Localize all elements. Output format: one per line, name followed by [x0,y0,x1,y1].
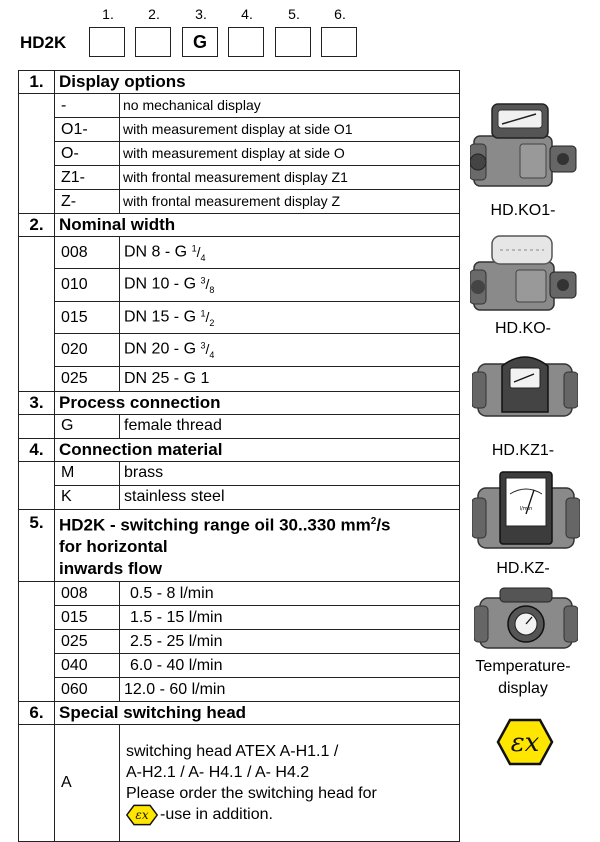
option-description: 2.5 - 25 l/min [120,630,460,654]
product-image-kz [472,468,580,556]
option-description: 1.5 - 15 l/min [120,606,460,630]
option-code: Z1- [55,166,120,190]
option-description: DN 10 - G $^3/_8$ [120,269,460,301]
table-row [19,269,460,301]
product-image-ko1 [470,98,582,196]
option-code: 060 [55,678,120,702]
table-row [19,606,460,630]
section-number: 6. [19,702,55,725]
svg-text:l/min: l/min [519,506,533,512]
position-label-2: 2. [148,6,160,22]
code-box-4[interactable] [228,27,264,57]
section-header-display-options [19,71,460,94]
option-code: - [55,94,120,118]
table-row [19,237,460,269]
option-description: stainless steel [120,485,460,509]
product-caption-kz: HD.KZ- [496,560,550,577]
section-title: Process connection [55,391,460,414]
option-code: 008 [55,582,120,606]
fraction: $^3/_4$ [200,340,215,360]
option-code: 040 [55,654,120,678]
option-description: switching head ATEX A-H1.1 / A-H2.1 / A- H4.1 / A- H4.2 Please order the switching head for εx -use in addition. [120,725,460,842]
option-code: M [55,461,120,485]
option-code: A [55,725,120,842]
table-row [19,142,460,166]
section-title: Nominal width [55,214,460,237]
option-description: DN 15 - G $^1/_2$ [120,301,460,333]
table-row [19,166,460,190]
ex-atex-icon [496,718,554,766]
table-row [19,414,460,438]
option-code: 020 [55,334,120,366]
code-box-2[interactable] [135,27,171,57]
option-description: brass [120,461,460,485]
code-box-3[interactable]: G [182,27,218,57]
option-description: 6.0 - 40 l/min [120,654,460,678]
option-code: G [55,414,120,438]
section-title: Connection material [55,438,460,461]
product-caption-kz1: HD.KZ1- [491,442,555,459]
section-number: 5. [19,509,55,582]
fraction: $^1/_4$ [191,243,206,263]
table-row [19,725,460,842]
option-description: 12.0 - 60 l/min [120,678,460,702]
option-code: 015 [55,301,120,333]
option-code: Z- [55,190,120,214]
option-code: 010 [55,269,120,301]
option-code: O1- [55,118,120,142]
svg-text:εx: εx [510,728,540,758]
option-description: no mechanical display [120,94,460,118]
code-box-5[interactable] [275,27,311,57]
fraction: $^3/_8$ [200,275,215,295]
product-caption-ko: HD.KO- [495,320,551,337]
section-number: 2. [19,214,55,237]
code-box-6[interactable] [321,27,357,57]
table-row [19,118,460,142]
table-row [19,366,460,391]
section-title: Display options [55,71,460,94]
option-description: with frontal measurement display Z [120,190,460,214]
option-description: with frontal measurement display Z1 [120,166,460,190]
option-code: O- [55,142,120,166]
position-label-4: 4. [241,6,253,22]
section-header-special-switching-head [19,702,460,725]
option-description: DN 20 - G $^3/_4$ [120,334,460,366]
section-header-nominal-width [19,214,460,237]
table-row [19,582,460,606]
code-box-1[interactable] [89,27,125,57]
section-header-process-connection [19,391,460,414]
svg-text:εx: εx [135,807,149,822]
position-label-5: 5. [288,6,300,22]
position-label-1: 1. [102,6,114,22]
option-code: 015 [55,606,120,630]
section-number: 3. [19,391,55,414]
table-row [19,630,460,654]
order-options-table [18,70,460,842]
option-code: K [55,485,120,509]
section-header-connection-material [19,438,460,461]
table-row [19,485,460,509]
option-description: female thread [120,414,460,438]
table-row [19,190,460,214]
option-code: 025 [55,366,120,391]
table-row [19,301,460,333]
section-number: 4. [19,438,55,461]
position-label-6: 6. [334,6,346,22]
option-description: with measurement display at side O1 [120,118,460,142]
option-description: DN 25 - G 1 [120,366,460,391]
table-row [19,94,460,118]
option-description: DN 8 - G $^1/_4$ [120,237,460,269]
table-row [19,654,460,678]
product-image-temperature [474,584,578,654]
ex-atex-icon [126,804,158,826]
fraction: $^1/_2$ [200,307,215,328]
position-label-3: 3. [195,6,207,22]
table-row [19,678,460,702]
model-label: HD2K [20,33,67,52]
table-row [19,461,460,485]
section-title: HD2K - switching range oil 30..330 $mm^2/s$ for horizontal inwards flow [55,509,460,582]
option-description: 0.5 - 8 l/min [120,582,460,606]
option-description: with measurement display at side O [120,142,460,166]
option-code: 008 [55,237,120,269]
product-image-kz1 [472,346,578,424]
section-header-switching-range [19,509,460,582]
order-code-header [0,0,600,70]
section-number: 1. [19,71,55,94]
table-row [19,334,460,366]
product-image-ko [470,232,582,318]
section-title: Special switching head [55,702,460,725]
product-caption-temperature: Temperature- display [475,658,571,697]
product-caption-ko1: HD.KO1- [490,202,556,219]
option-code: 025 [55,630,120,654]
